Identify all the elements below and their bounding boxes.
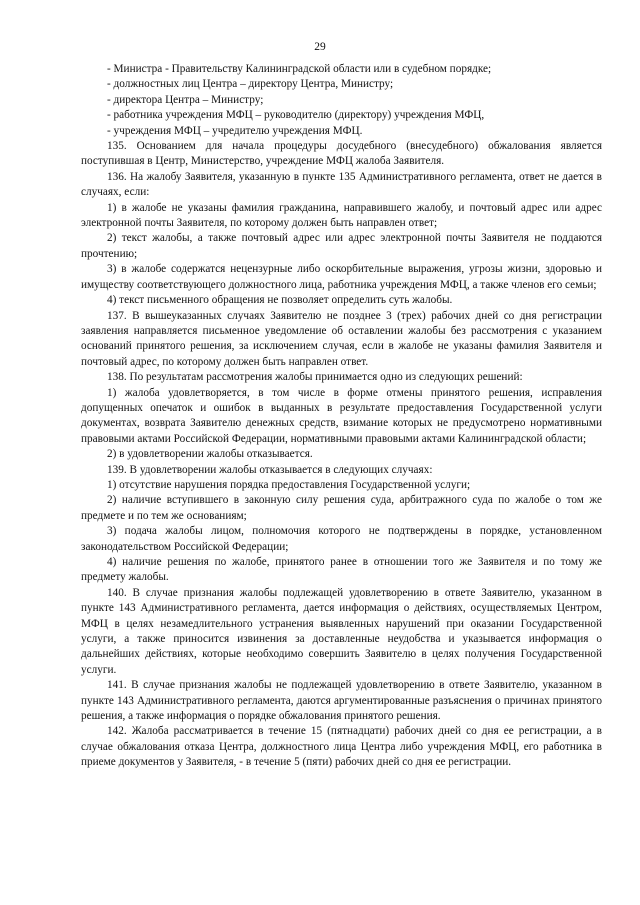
paragraph-139-item-3: 3) подача жалобы лицом, полномочия которого не подтверждены в порядке, установленном законодательством Российской Федерации; [81, 525, 602, 553]
page-number: 29 [314, 41, 326, 53]
paragraph-appeal-mfc-worker: - работника учреждения МФЦ – руководителю (директору) учреждения МФЦ, [107, 109, 485, 122]
paragraph-138: 138. По результатам рассмотрения жалобы принимается одно из следующих решений: [107, 371, 523, 384]
paragraph-142: 142. Жалоба рассматривается в течение 15 (пятнадцати) рабочих дней со дня ее регистрации, а в случае обжалования отказа Центра, должностного лица Центра либо учреждения МФЦ, его работника в приеме документов у Заявителя, - в течение 5 (пяти) рабочих дней со дня ее регистрации. [81, 725, 602, 769]
paragraph-139-item-4: 4) наличие решения по жалобе, принятого ранее в отношении того же Заявителя и по тому же предмету жалобы. [81, 556, 602, 584]
paragraph-141: 141. В случае признания жалобы не подлежащей удовлетворению в ответе Заявителю, указанном в пункте 143 Административного регламента, даются аргументированные разъяснения о причинах принятого решения, а также информация о порядке обжалования принятого решения. [81, 679, 602, 723]
paragraph-136-item-3: 3) в жалобе содержатся нецензурные либо оскорбительные выражения, угрозы жизни, здоровью и имуществу соответствующего должностного лица, работника учреждения МФЦ, а также членов его семьи; [81, 263, 602, 291]
paragraph-135: 135. Основанием для начала процедуры досудебного (внесудебного) обжалования является поступившая в Центр, Министерство, учреждение МФЦ жалоба Заявителя. [81, 140, 602, 168]
paragraph-appeal-mfc-institution: - учреждения МФЦ – учредителю учреждения МФЦ. [107, 124, 363, 137]
paragraph-140: 140. В случае признания жалобы подлежащей удовлетворению в ответе Заявителю, указанном в пункте 143 Административного регламента, дается информация о действиях, осуществляемых Центром, МФЦ в целях незамедлительного устранения выявленных нарушений при оказании Государственной услуги, а также приносится извинения за доставленные неудобства и указывается информация о дальнейших действиях, которые необходимо совершить Заявителю в целях получения Государственной услуги. [81, 586, 602, 676]
paragraph-136-item-1: 1) в жалобе не указаны фамилия гражданина, направившего жалобу, и почтовый адрес или адрес электронной почты Заявителя, по которому должен быть направлен ответ; [81, 201, 602, 230]
paragraph-138-item-1: 1) жалоба удовлетворяется, в том числе в форме отмены принятого решения, исправления допущенных опечаток и ошибок в выданных в результате предоставления Государственной услуги документах, возврата Заявителю денежных средств, взимание которых не предусмотрено нормативными правовыми актами Российской Федерации, нормативными правовыми актами Калининградской области; [81, 386, 602, 445]
paragraph-appeal-officials: - должностных лиц Центра – директору Центра, Министру; [107, 78, 394, 91]
paragraph-136-item-2: 2) текст жалобы, а также почтовый адрес или адрес электронной почты Заявителя не поддаются прочтению; [81, 232, 602, 260]
paragraph-136: 136. На жалобу Заявителя, указанную в пункте 135 Административного регламента, ответ не дается в случаях, если: [81, 170, 602, 199]
paragraph-139-item-2: 2) наличие вступившего в законную силу решения суда, арбитражного суда по жалобе о том же предмете и по тем же основаниям; [81, 494, 602, 522]
paragraph-139: 139. В удовлетворении жалобы отказывается в следующих случаях: [107, 463, 433, 476]
paragraph-appeal-minister: - Министра - Правительству Калининградской области или в судебном порядке; [107, 63, 492, 75]
paragraph-137: 137. В вышеуказанных случаях Заявителю не позднее 3 (трех) рабочих дней со дня регистрации заявления направляется письменное уведомление об оставлении жалобы без рассмотрения с указанием оснований принятого решения, за исключением случая, если в жалобе не указаны фамилия Заявителя и почтовый адрес, по которому должен быть направлен ответ. [81, 309, 602, 368]
paragraph-136-item-4: 4) текст письменного обращения не позволяет определить суть жалобы. [107, 294, 453, 307]
document-body [81, 62, 602, 771]
paragraph-appeal-director: - директора Центра – Министру; [107, 93, 264, 106]
paragraph-138-item-2: 2) в удовлетворении жалобы отказывается. [107, 448, 313, 461]
paragraph-139-item-1: 1) отсутствие нарушения порядка предоставления Государственной услуги; [107, 478, 471, 491]
